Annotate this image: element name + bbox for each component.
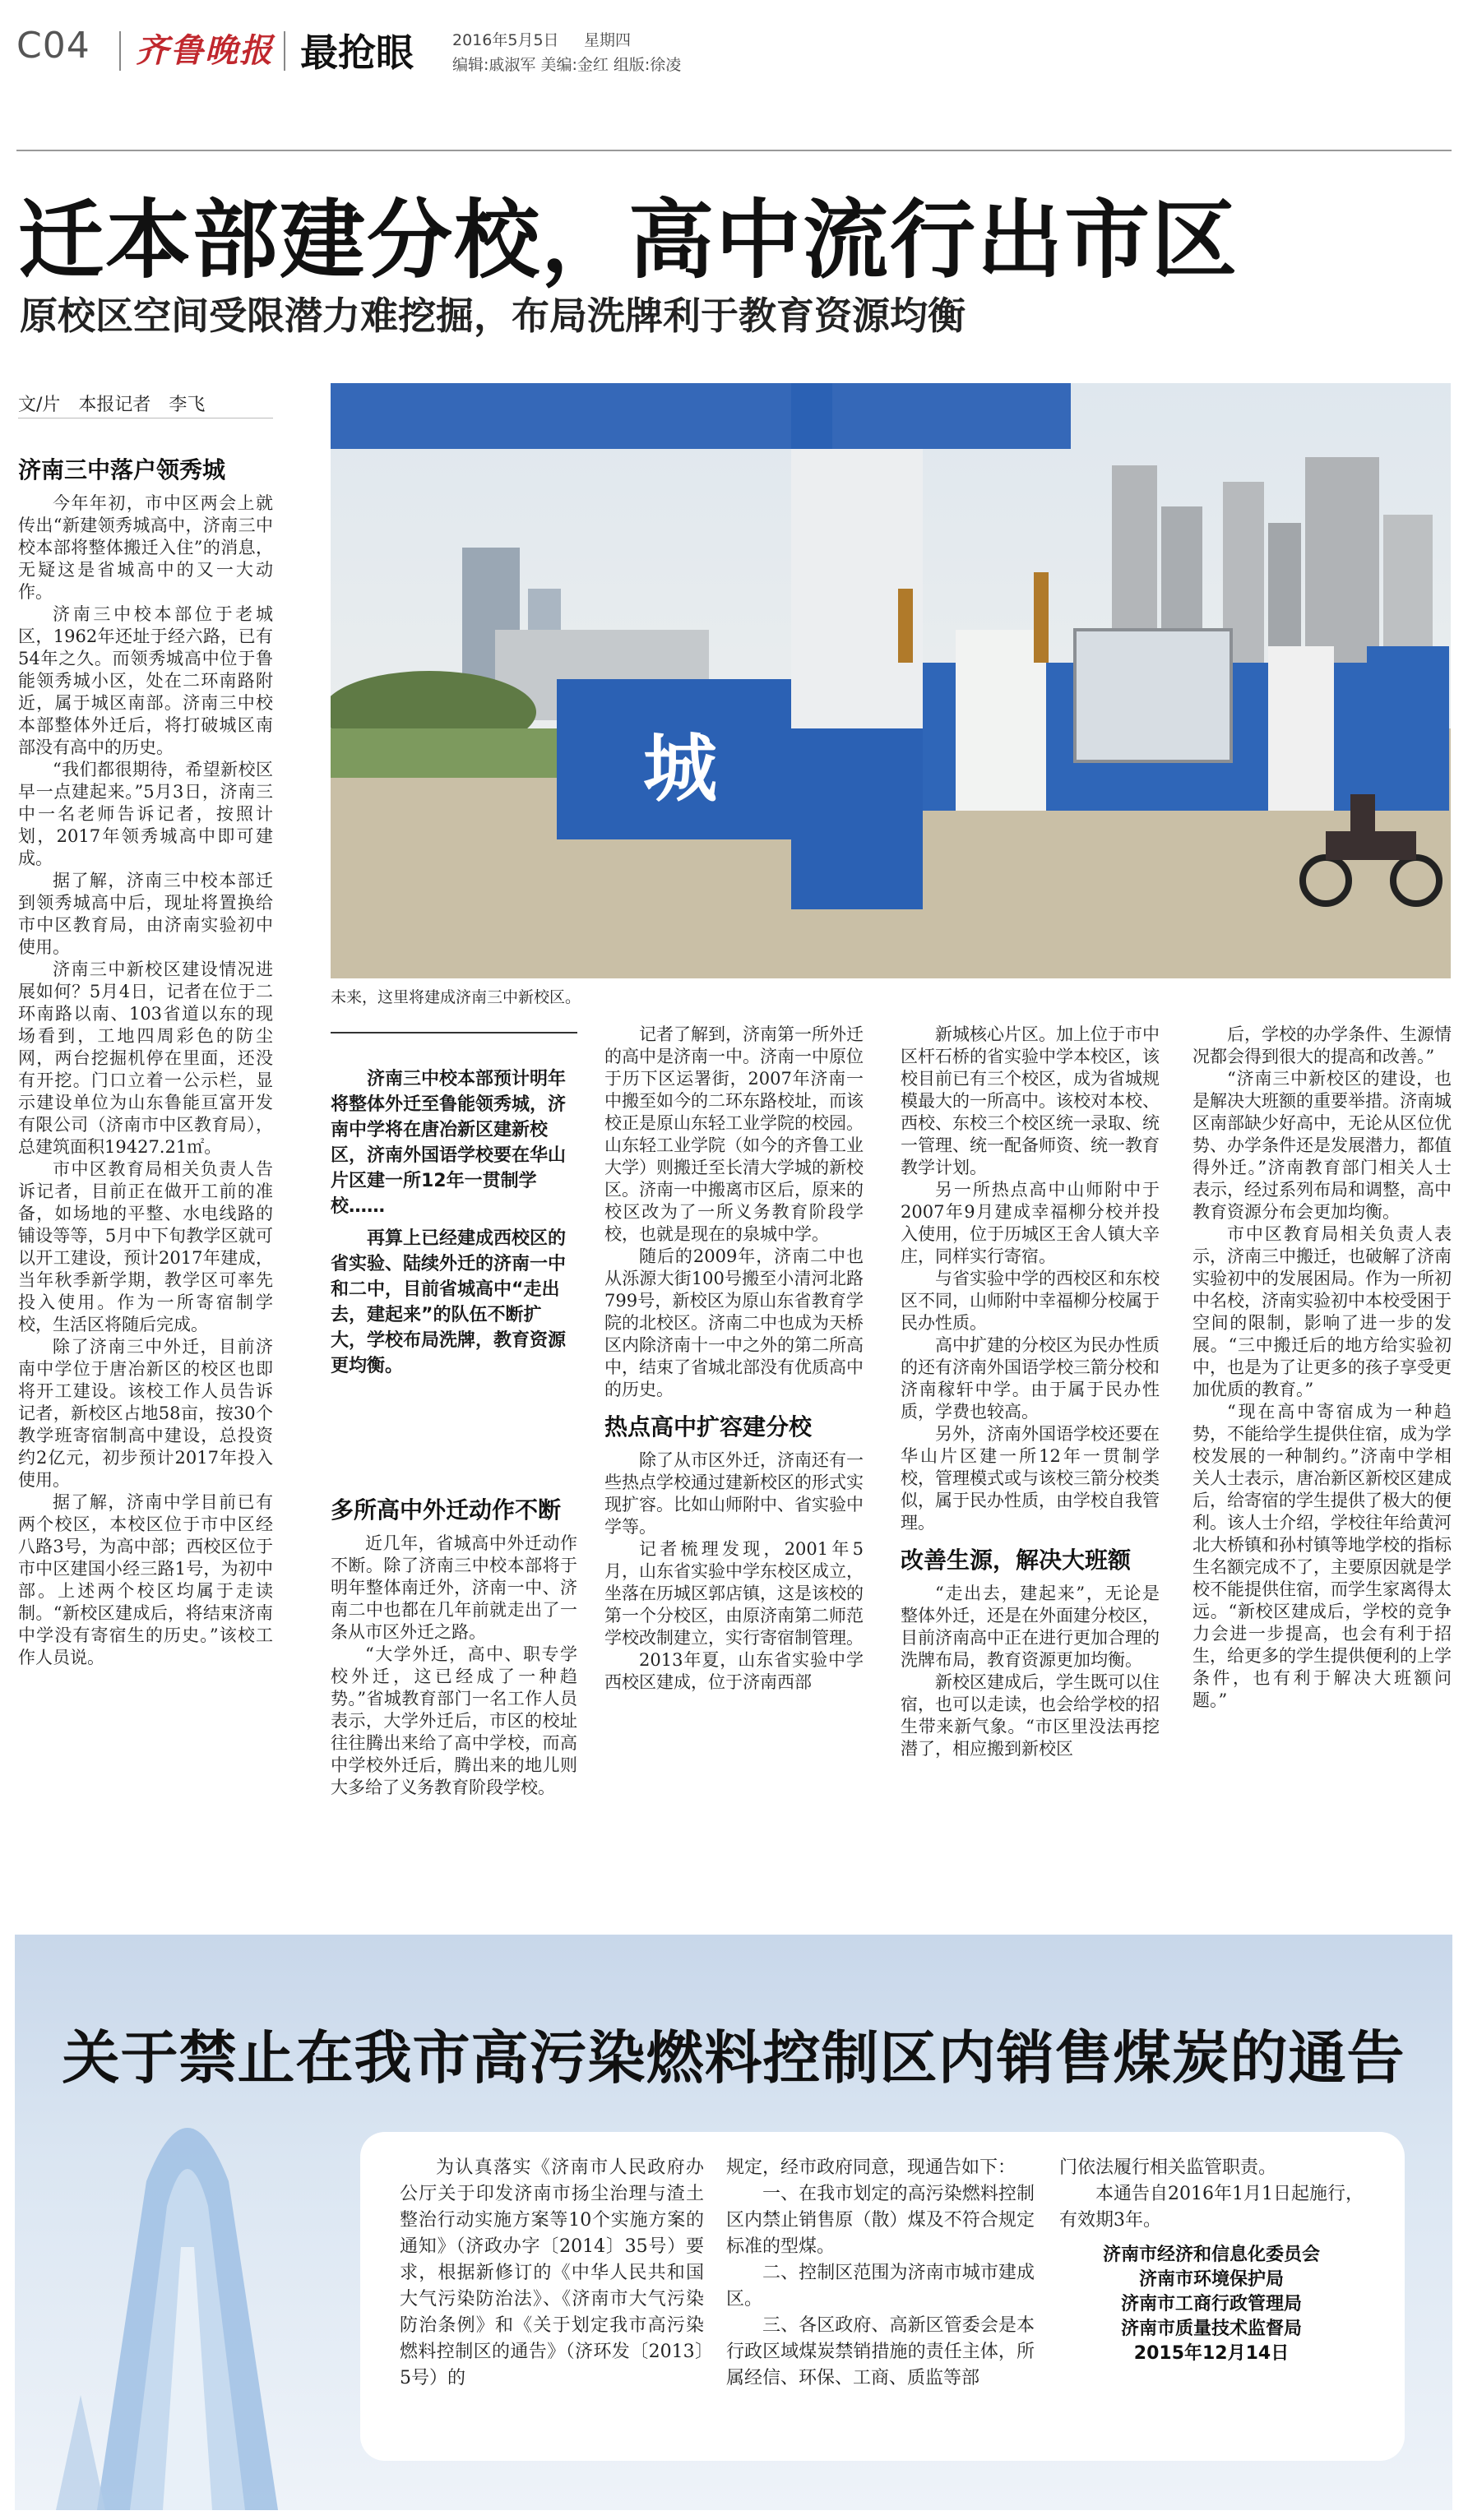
paragraph: 新校区建成后，学生既可以住宿，也可以走读，也会给学校的招生带来新气象。“市区里没法再挖潜了，相应搬到新校区 [901,1672,1160,1759]
masthead [16,18,1452,84]
article-column-3 [604,1024,864,1694]
divider [119,31,121,71]
section-heading: 多所高中外迁动作不断 [331,1496,562,1524]
article-column-5 [1192,1024,1452,1712]
byline: 文/片 本报记者 李飞 [18,395,206,415]
notice-paragraph: 一、在我市划定的高污染燃料控制区内禁止销售原（散）煤及不符合规定标准的型煤。 [726,2184,1035,2257]
notice-signatories [1072,2243,1351,2366]
newspaper-logo: 齐鲁晚报 [136,31,274,70]
paragraph: 近几年，省城高中外迁动作不断。除了济南三中校本部将于明年整体南迁外，济南一中、济南二中也都在几年前就走出了一条从市区外迁之路。 [331,1533,577,1642]
paragraph: 济南三中校本部位于老城区，1962年还址于经六路，已有54年之久。而领秀城高中位于鲁能领秀城小区，处在二环南路附近，属于城区南部。济南三中校本部整体外迁后，将打破城区南部没有高中的历史。 [18,604,273,757]
paragraph: “现在高中寄宿成为一种趋势，不能给学生提供住宿，成为学校发展的一种制约。”济南中学相关人士表示，唐冶新区新校区建成后，给寄宿的学生提供了极大的便利。该人士介绍，学校往年给黄河北大桥镇和孙村镇等地学校的指标生名额完成不了，主要原因就是学校不能提供住宿，而学生家离得太远。“新校区建成后，学校的竞争力会进一步提高，也会有利于招生，给更多的学生提供便利的上学条件，也有利于解决大班额问题。” [1192,1402,1452,1710]
paragraph: 记者梳理发现，2001年5月，山东省实验中学东校区成立，坐落在历城区郭店镇，这是该校的第一个分校区，由原济南第二师范学校改制建立，实行寄宿制管理。 [604,1539,864,1648]
paragraph: 今年年初，市中区两会上就传出“新建领秀城高中，济南三中校本部将整体搬迁入住”的消息，无疑这是省城高中的又一大动作。 [18,493,273,602]
section-title: 最抢眼 [300,30,414,75]
notice-paragraph: 三、各区政府、高新区管委会是本行政区域煤炭禁销措施的责任主体，所属经信、环保、工商、质监等部 [726,2315,1035,2388]
paragraph: 与省实验中学的西校区和东校区不同，山师附中幸福柳分校属于民办性质。 [901,1269,1160,1333]
article-column-1 [18,444,273,1669]
article-column-2 [331,1484,577,1799]
paragraph: “济南三中新校区的建设，也是解决大班额的重要举措。济南城区南部缺少好高中，无论从区位优势、办学条件还是发展潜力，都值得外迁。”济南教育部门相关人士表示，经过系列布局和调整，高中教育资源分布会更加均衡。 [1192,1069,1452,1222]
paragraph: 除了从市区外迁，济南还有一些热点学校通过建新校区的形式实现扩容。比如山师附中、省实验中学等。 [604,1450,864,1537]
tower-illustration [48,2083,327,2510]
notice-title: 关于禁止在我市高污染燃料控制区内销售煤炭的通告 [62,2024,1405,2092]
paragraph: 高中扩建的分校区为民办性质的还有济南外国语学校三箭分校和济南稼轩中学。由于属于民办性质，学费也较高。 [901,1335,1160,1422]
notice-text-panel [360,2132,1405,2461]
paragraph: 另外，济南外国语学校还要在华山片区建一所12年一贯制学校，管理模式或与该校三箭分校类似，属于民办性质，由学校自我管理。 [901,1424,1160,1533]
notice-column-2 [726,2155,1035,2392]
notice-paragraph: 门依法履行相关监管职责。 [1059,2157,1277,2178]
notice-paragraph: 二、控制区范围为济南市城市建成区。 [726,2263,1035,2310]
pull-quote-text: 再算上已经建成西校区的省实验、陆续外迁的济南一中和二中，目前省城高中“走出去，建起来”的队伍不断扩大，学校布局洗牌，教育资源更均衡。 [331,1228,567,1376]
section-heading: 济南三中落户领秀城 [18,456,226,483]
paragraph: 除了济南三中外迁，目前济南中学位于唐冶新区的校区也即将开工建设。该校工作人员告诉记者，新校区占地58亩，按30个教学班寄宿制高中建设，总投资约2亿元，初步预计2017年投入使用。 [18,1337,273,1490]
editor-credits: 编辑:戚淑军 美编:金红 组版:徐凌 [452,56,682,74]
notice-paragraph: 本通告自2016年1月1日起施行，有效期3年。 [1059,2184,1364,2231]
photo-illustration [331,383,1451,978]
photo-caption: 未来，这里将建成济南三中新校区。 [331,988,581,1006]
paragraph: “我们都很期待，希望新校区早一点建起来。”5月3日，济南三中一名老师告诉记者，按照计划，2017年领秀城高中即可建成。 [18,760,273,868]
paragraph: 另一所热点高中山师附中于2007年9月建成幸福柳分校并投入使用，位于历城区王舍人镇大辛庄，同样实行寄宿。 [901,1180,1160,1266]
paragraph: 新城核心片区。加上位于市中区杆石桥的省实验中学本校区，该校目前已有三个校区，成为省城规模最大的一所高中。该校对本校、西校、东校三个校区统一录取、统一管理、统一配备师资、统一教育教学计划。 [901,1024,1160,1177]
divider [284,31,285,71]
notice-date: 2015年12月14日 [1133,2343,1290,2364]
paragraph: 记者了解到，济南第一所外迁的高中是济南一中。济南一中原位于历下区运署街，2007年济南一中搬至如今的二环东路校址，而该校正是原山东轻工业学院的校园。山东轻工业学院（如今的齐鲁工业大学）则搬迁至长清大学城的新校区。济南一中搬离市区后，原来的校区改为了一所义务教育阶段学校，也就是现在的泉城中学。 [604,1024,864,1244]
paragraph: 随后的2009年，济南二中也从泺源大街100号搬至小清河北路799号，新校区为原山东省教育学院的北校区。济南二中也成为天桥区内除济南十一中之外的第二所高中，结束了省城北部没有优质高中的历史。 [604,1246,864,1399]
subheadline: 原校区空间受限潜力难挖掘，布局洗牌利于教育资源均衡 [20,294,966,338]
notice-paragraph: 为认真落实《济南市人民政府办公厅关于印发济南市扬尘治理与渣土整治行动实施方案等10个实施方案的通知》（济政办字〔2014〕35号）要求，根据新修订的《中华人民共和国大气污染防治法》、《济南市大气污染防治条例》和《关于划定我市高污染燃料控制区的通告》（济环发〔2013〕5号）的 [400,2157,704,2388]
paragraph: 据了解，济南中学目前已有两个校区，本校区位于市中区经八路3号，为高中部；西校区位于市中区建国小经三路1号，为初中部。上述两个校区均属于走读制。“新校区建成后，将结束济南中学没有寄宿生的历史。”该校工作人员说。 [18,1492,273,1667]
paragraph: 后，学校的办学条件、生源情况都会得到很大的提高和改善。” [1192,1024,1452,1066]
notice-paragraph: 规定，经市政府同意，现通告如下： [726,2157,1016,2178]
paragraph: 济南三中新校区建设情况进展如何？5月4日，记者在位于二环南路以南、103省道以东的现场看到，工地四周彩色的防尘网，两台挖掘机停在里面，还没有开挖。门口立着一公示栏，显示建设单位为山东鲁能亘富开发有限公司（济南市中区教育局），总建筑面积19427.21㎡。 [18,959,273,1157]
signatory: 济南市经济和信息化委员会 [1102,2245,1320,2265]
tower-icon [48,2083,327,2510]
construction-site-photo [331,383,1451,978]
paragraph: 市中区教育局相关负责人告诉记者，目前正在做开工前的准备，如场地的平整、水电线路的铺设等等，5月中下旬教学区就可以开工建设，预计2017年建成，当年秋季新学期，教学区可率先投入使用。作为一所寄宿制学校，生活区将随后完成。 [18,1159,273,1334]
paragraph: 市中区教育局相关负责人表示，济南三中搬迁，也破解了济南实验初中的发展困局。作为一所初中名校，济南实验初中本校受困于空间的限制，影响了进一步的发展。“三中搬迁后的地方给实验初中，也是为了让更多的孩子享受更加优质的教育。” [1192,1224,1452,1399]
paragraph: “走出去，建起来”，无论是整体外迁，还是在外面建分校区，目前济南高中正在进行更加合理的洗牌布局，教育资源更加均衡。 [901,1584,1160,1670]
notice-column-1 [400,2155,704,2392]
paragraph: 2013年夏，山东省实验中学西校区建成，位于济南西部 [604,1650,864,1692]
public-notice-ad [15,1935,1452,2510]
pull-quote-text: 济南三中校本部预计明年将整体外迁至鲁能领秀城，济南中学将在唐冶新区建新校区，济南外国语学校要在华山片区建一所12年一贯制学校…… [331,1069,567,1217]
issue-weekday: 星期四 [584,31,632,49]
article-column-4 [901,1024,1160,1760]
paragraph: 据了解，济南三中校本部迁到领秀城高中后，现址将置换给市中区教育局，由济南实验初中使用。 [18,871,273,957]
page-number: C04 [16,25,90,67]
header-rule [16,150,1452,151]
signatory: 济南市环境保护局 [1138,2269,1284,2290]
pull-quote [331,1032,577,1473]
section-heading: 热点高中扩容建分校 [604,1413,813,1440]
issue-date: 2016年5月5日 [452,31,559,49]
signatory: 济南市质量技术监督局 [1120,2319,1302,2339]
paragraph: “大学外迁，高中、职专学校外迁，这已经成了一种趋势。”省城教育部门一名工作人员表示，大学外迁后，市区的校址往往腾出来给了高中学校，而高中学校外迁后，腾出来的地儿则大多给了义务教育阶段学校。 [331,1644,577,1797]
signatory: 济南市工商行政管理局 [1120,2294,1302,2314]
gate-sign-text: 城 [643,726,717,812]
notice-column-3 [1059,2155,1364,2234]
headline: 迁本部建分校，高中流行出市区 [18,190,1239,290]
section-heading: 改善生源，解决大班额 [901,1547,1132,1574]
